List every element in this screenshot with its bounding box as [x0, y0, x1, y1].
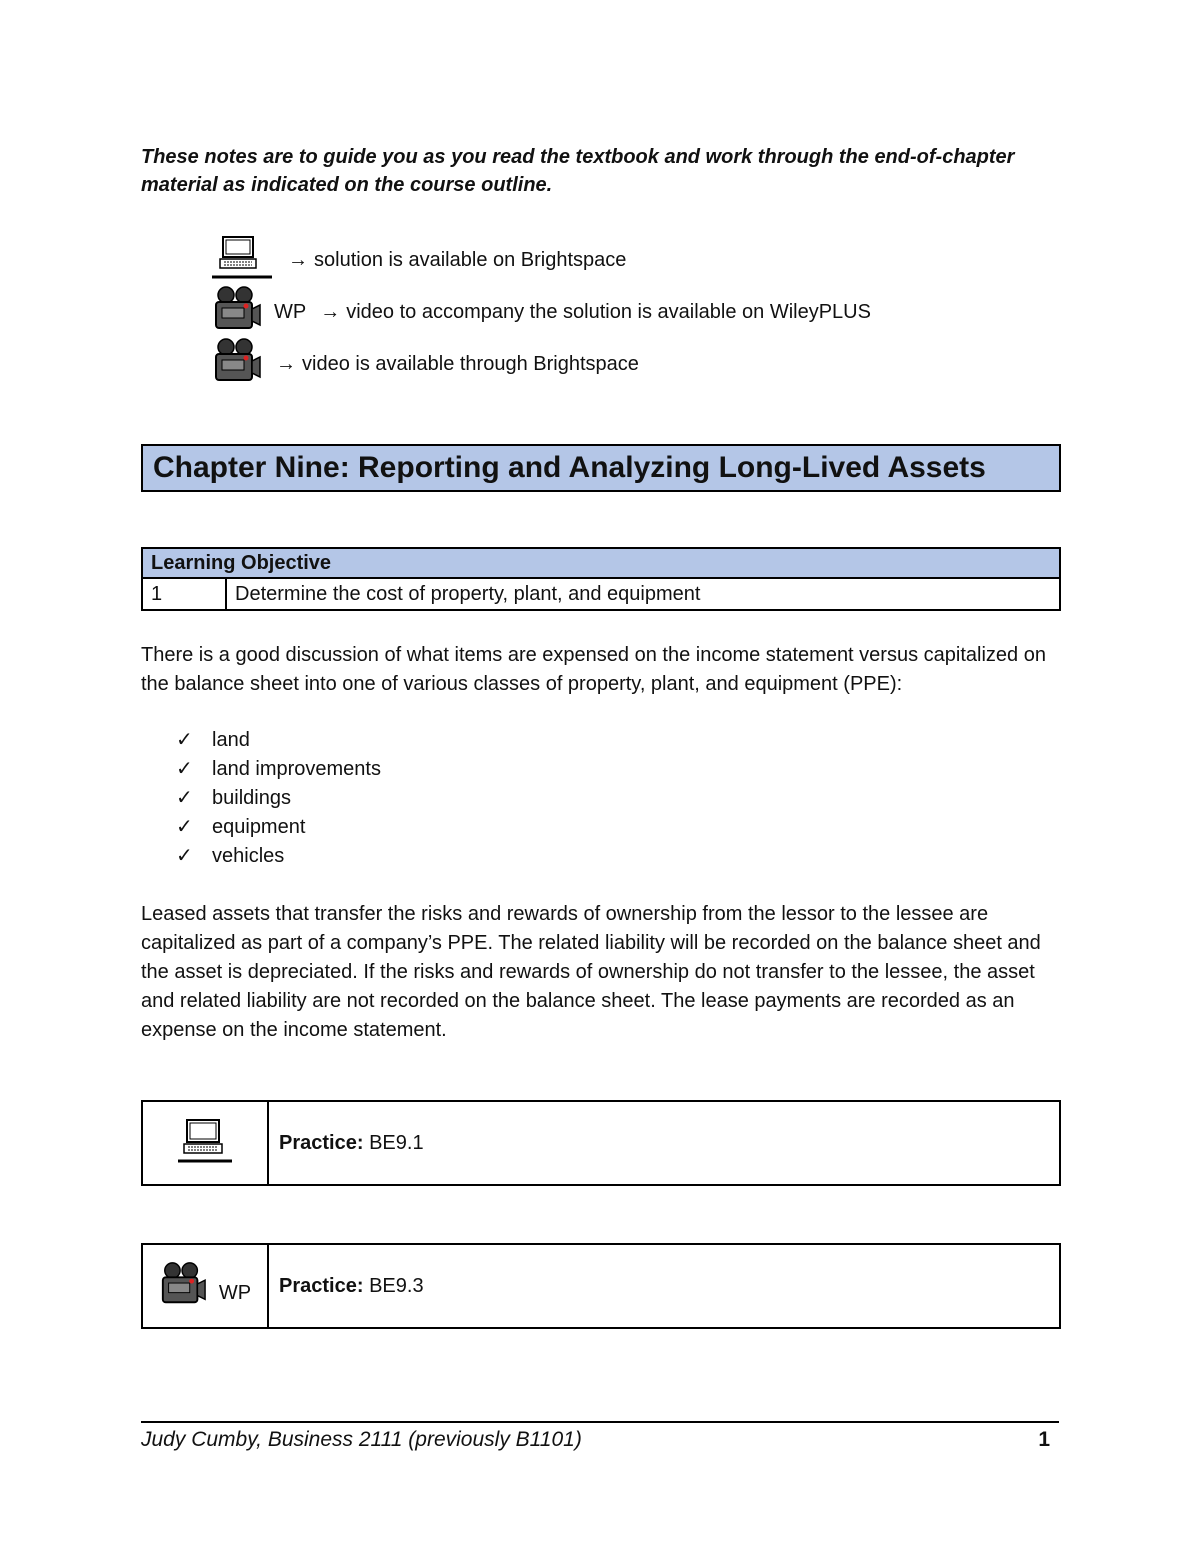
checkmark-icon: ✓ — [176, 787, 193, 809]
arrow-icon: → — [288, 249, 308, 271]
practice-label: Practice — [279, 1274, 357, 1297]
checkmark-icon: ✓ — [176, 729, 193, 751]
chapter-title-banner — [141, 444, 1061, 492]
table-row — [142, 578, 1060, 610]
video-camera-icon — [212, 285, 262, 340]
legend-text: → video to accompany the solution is available on WileyPLUS — [320, 301, 871, 323]
paragraph-ppe-intro: There is a good discussion of what items are expensed on the income statement versus capitalized on the balance sheet into one of various classes of property, plant, and equipment (PPE): — [141, 644, 1046, 695]
checkmark-icon: ✓ — [176, 758, 193, 780]
legend-text: → solution is available on Brightspace — [288, 249, 627, 271]
practice-box-be9-1 — [141, 1100, 1061, 1186]
list-item: ✓ equipment — [176, 813, 381, 842]
arrow-icon: → — [276, 353, 296, 375]
page-number: 1 — [1038, 1428, 1050, 1451]
chapter-title: Chapter Nine: Reporting and Analyzing Long-Lived Assets — [153, 451, 986, 484]
legend-row-solution — [212, 236, 626, 284]
practice-label: Practice — [279, 1131, 357, 1154]
list-item: ✓ buildings — [176, 784, 381, 813]
video-camera-icon — [212, 337, 262, 392]
computer-icon — [212, 233, 274, 288]
learning-objective-header: Learning Objective — [142, 548, 1060, 578]
practice-value: BE9.3 — [369, 1274, 424, 1297]
footer-divider — [141, 1421, 1059, 1423]
legend-text: → video is available through Brightspace — [276, 353, 639, 375]
computer-icon — [176, 1116, 234, 1171]
ppe-class-list — [176, 726, 381, 871]
objective-text: Determine the cost of property, plant, and equipment — [226, 578, 1060, 610]
list-item: ✓ vehicles — [176, 842, 381, 871]
list-item: ✓ land improvements — [176, 755, 381, 784]
checkmark-icon: ✓ — [176, 816, 193, 838]
practice-value: BE9.1 — [369, 1131, 424, 1154]
practice-icon-cell — [143, 1102, 269, 1184]
footer-author-course: Judy Cumby, Business 2111 (previously B1101) — [141, 1428, 582, 1451]
legend-row-video — [212, 340, 639, 388]
paragraph-leased-assets: Leased assets that transfer the risks and rewards of ownership from the lessor to the lessee are capitalized as part of a company’s PPE. The related liability will be recorded on the balance sheet and the asset is depreciated. If the risks and rewards of ownership do not transfer to the lessee, the asset and related liability are not recorded on the balance sheet. The lease payments are recorded as an expense on the income statement. — [141, 903, 1041, 1041]
checkmark-icon: ✓ — [176, 845, 193, 867]
wp-label: WP — [274, 301, 307, 323]
wp-label: WP — [218, 1281, 252, 1304]
list-item: ✓ land — [176, 726, 381, 755]
practice-text-cell: Practice : BE9.1 — [279, 1131, 424, 1154]
legend-row-wp-video — [212, 288, 871, 336]
video-camera-icon — [159, 1260, 207, 1313]
objective-number: 1 — [142, 578, 226, 610]
intro-note: These notes are to guide you as you read the textbook and work through the end-of-chapter material as indicated on the course outline. — [141, 146, 1015, 196]
practice-text-cell: Practice : BE9.3 — [279, 1274, 424, 1297]
practice-box-be9-3 — [141, 1243, 1061, 1329]
practice-icon-cell — [143, 1245, 269, 1327]
learning-objective-table — [141, 547, 1061, 611]
arrow-icon: → — [320, 301, 341, 323]
